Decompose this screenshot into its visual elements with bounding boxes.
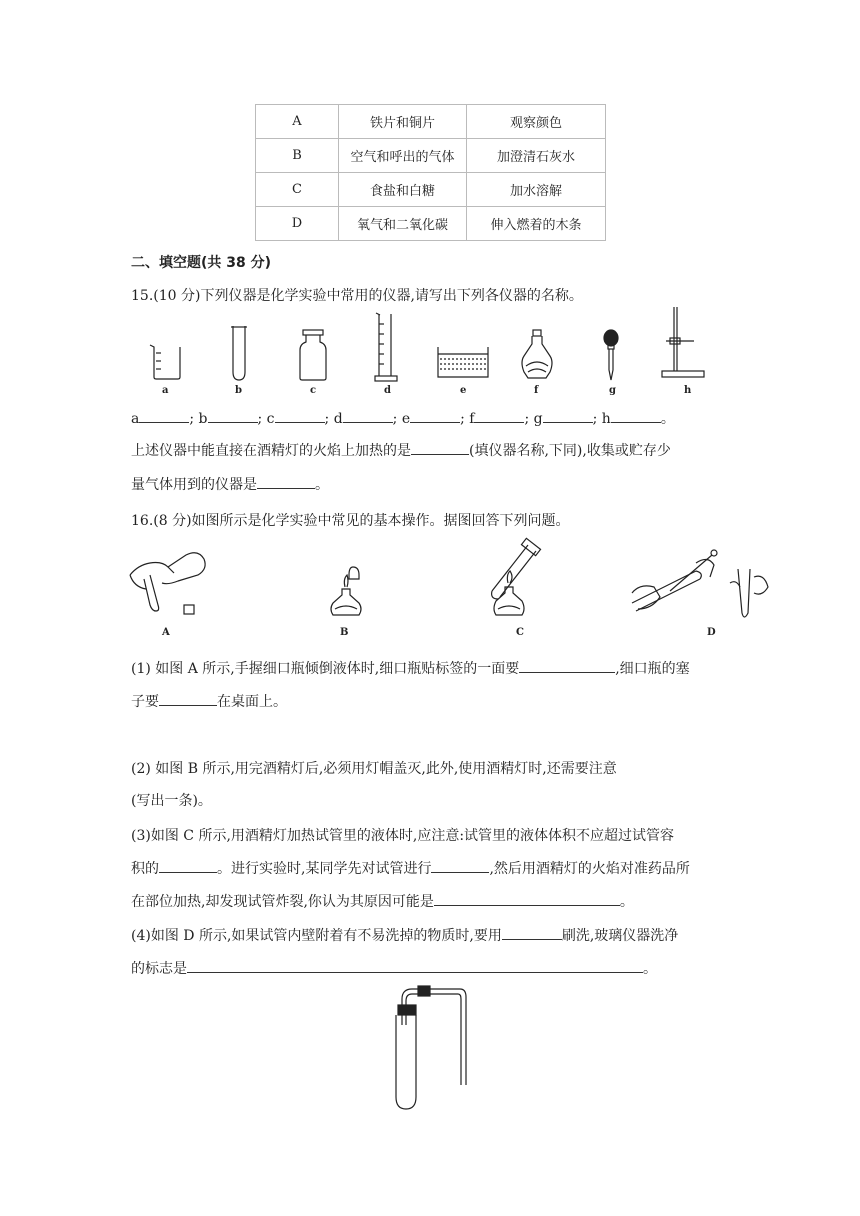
table-cell: 氧气和二氧化碳: [339, 207, 467, 241]
answer-blank[interactable]: [159, 691, 217, 706]
answer-letter: e: [401, 411, 411, 427]
table-row: [256, 173, 606, 207]
section-title: 二、填空题(共 38 分): [131, 255, 272, 271]
q16-part3-line1: (3)如图 C 所示,用酒精灯加热试管里的液体时,应注意:试管里的液体体积不应超过试管容: [131, 828, 675, 844]
text: 上述仪器中能直接在酒精灯的火焰上加热的是: [131, 443, 411, 459]
separator: ;: [392, 411, 398, 427]
text: 。: [619, 894, 634, 910]
answer-blank[interactable]: [543, 408, 593, 423]
heating-tube-illustration: [488, 543, 543, 623]
separator: ;: [524, 411, 530, 427]
answer-blank[interactable]: [410, 408, 460, 423]
table-row: [256, 105, 606, 139]
figure-label-d: D: [707, 627, 716, 638]
q16-part3-line2: [131, 858, 690, 878]
table-cell: 空气和呼出的气体: [339, 139, 467, 173]
iron-stand-illustration: [660, 307, 706, 379]
separator: ;: [324, 411, 330, 427]
answer-blank[interactable]: [502, 925, 562, 940]
q16-part2-line1: (2) 如图 B 所示,用完酒精灯后,必须用灯帽盖灭,此外,使用酒精灯时,还需要注意: [131, 761, 617, 777]
separator: ;: [189, 411, 195, 427]
answer-blank[interactable]: [519, 658, 615, 673]
separator: ;: [460, 411, 465, 427]
table-cell: C: [256, 173, 339, 207]
q15-answer-line: [131, 408, 675, 428]
answer-blank[interactable]: [275, 408, 325, 423]
answer-blank[interactable]: [434, 891, 620, 906]
text: 子要: [131, 694, 159, 710]
instrument-label-f: f: [534, 385, 539, 396]
table-row: [256, 207, 606, 241]
instrument-label-a: a: [162, 385, 169, 396]
q16-part1-line1: [131, 658, 690, 678]
figure-label-a: A: [162, 627, 170, 638]
table-cell: D: [256, 207, 339, 241]
text: 积的: [131, 861, 159, 877]
text: ,细口瓶的塞: [615, 661, 690, 677]
text: 在部位加热,却发现试管炸裂,你认为其原因可能是: [131, 894, 434, 910]
separator: ;: [592, 411, 598, 427]
answer-blank[interactable]: [343, 408, 393, 423]
table-cell: A: [256, 105, 339, 139]
table-cell: B: [256, 139, 339, 173]
beaker-illustration: [148, 343, 184, 381]
text: 量气体用到的仪器是: [131, 477, 257, 493]
dropper-illustration: [603, 330, 619, 382]
text: (填仪器名称,下同),收集或贮存少: [469, 443, 671, 459]
q16-part4-line1: [131, 925, 678, 945]
text: 。: [315, 477, 329, 493]
answer-blank[interactable]: [431, 858, 489, 873]
q16-part2-line2: (写出一条)。: [131, 793, 212, 809]
table-cell: 加水溶解: [467, 173, 606, 207]
text: 刷洗,玻璃仪器洗净: [561, 928, 679, 944]
text: ,然后用酒精灯的火焰对准药品所: [489, 861, 690, 877]
period: 。: [660, 411, 675, 427]
table-cell: 伸入燃着的木条: [467, 207, 606, 241]
alcohol-lamp-illustration: [520, 330, 554, 382]
answer-letter: d: [333, 411, 343, 427]
instrument-label-h: h: [684, 385, 692, 396]
answer-blank[interactable]: [257, 474, 315, 489]
text: 。: [643, 961, 657, 977]
instrument-label-g: g: [609, 385, 616, 396]
washing-tube-illustration: [630, 543, 782, 623]
separator: ;: [257, 411, 263, 427]
answer-letter: a: [131, 411, 140, 427]
answer-blank[interactable]: [139, 408, 189, 423]
trough-illustration: [437, 345, 489, 379]
answer-letter: c: [266, 411, 275, 427]
instrument-label-c: c: [310, 385, 317, 396]
table-cell: 铁片和铜片: [339, 105, 467, 139]
graduated-cylinder-illustration: [375, 312, 399, 384]
table-cell: 观察颜色: [467, 105, 606, 139]
answer-letter: f: [469, 411, 475, 427]
answer-letter: b: [198, 411, 208, 427]
table-cell: 食盐和白糖: [339, 173, 467, 207]
q16-stem: 16.(8 分)如图所示是化学实验中常见的基本操作。据图回答下列问题。: [131, 513, 570, 529]
text: (4)如图 D 所示,如果试管内壁附着有不易洗掉的物质时,要用: [131, 928, 502, 944]
figure-label-c: C: [516, 627, 524, 638]
text: 在桌面上。: [217, 694, 287, 710]
answer-blank[interactable]: [411, 440, 469, 455]
q15-line2: [131, 440, 671, 460]
instrument-label-b: b: [235, 385, 242, 396]
text: (1) 如图 A 所示,手握细口瓶倾倒液体时,细口瓶贴标签的一面要: [131, 661, 520, 677]
answer-blank[interactable]: [611, 408, 661, 423]
instrument-label-d: d: [384, 385, 391, 396]
test-tube-illustration: [231, 326, 247, 382]
table-cell: 加澄清石灰水: [467, 139, 606, 173]
figure-label-b: B: [340, 627, 349, 638]
wide-mouth-bottle-illustration: [298, 330, 328, 382]
q16-part3-line3: [131, 891, 634, 911]
instrument-label-e: e: [460, 385, 467, 396]
q16-part4-line2: [131, 958, 657, 978]
answer-blank[interactable]: [187, 958, 643, 973]
answer-blank[interactable]: [159, 858, 217, 873]
text: 的标志是: [131, 961, 187, 977]
pouring-liquid-illustration: [128, 545, 213, 620]
q16-part1-line2: [131, 691, 287, 711]
q15-line3: [131, 474, 329, 494]
answer-letter: h: [601, 411, 611, 427]
lamp-cap-illustration: [327, 565, 367, 620]
options-table: [255, 104, 606, 241]
tube-with-bent-pipe-illustration: [390, 985, 475, 1113]
answer-blank[interactable]: [208, 408, 258, 423]
answer-letter: g: [533, 411, 543, 427]
text: 。进行实验时,某同学先对试管进行: [217, 861, 432, 877]
q15-stem: 15.(10 分)下列仪器是化学实验中常用的仪器,请写出下列各仪器的名称。: [131, 288, 583, 304]
table-row: [256, 139, 606, 173]
answer-blank[interactable]: [474, 408, 524, 423]
